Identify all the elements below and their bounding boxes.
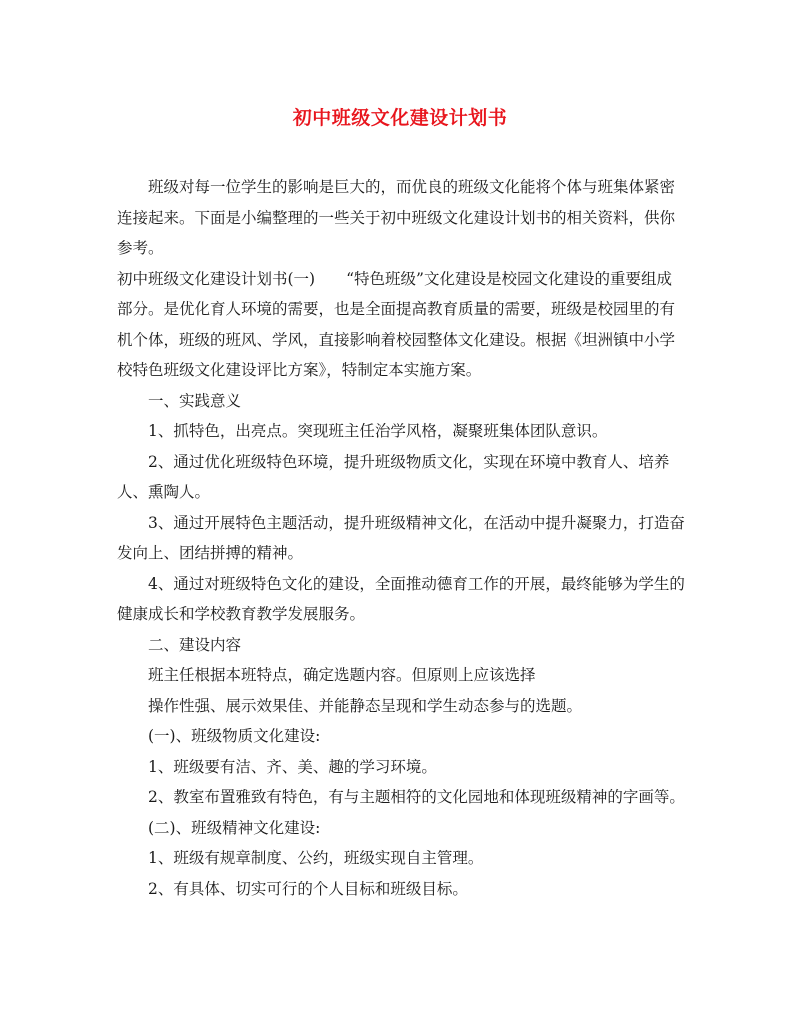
spirit-item-1: 1、班级有规章制度、公约，班级实现自主管理。: [148, 849, 484, 867]
material-item-1: 1、班级要有洁、齐、美、趣的学习环境。: [148, 757, 437, 776]
document-title: 初中班级文化建设计划书: [292, 107, 508, 129]
intro-paragraph: 班级对每一位学生的影响是巨大的，而优良的班级文化能将个体与班集体紧密连接起来。下面是小编整理的一些关于初中班级文化建设计划书的相关资料，供你参考。: [117, 178, 676, 257]
section-heading-significance: 一、实践意义: [148, 391, 242, 410]
list-item-3: 3、通过开展特色主题活动，提升班级精神文化，在活动中提升凝聚力，打造奋发向上、团结拼搏的精神。: [117, 513, 685, 562]
subsection-heading-spirit: (二)、班级精神文化建设:: [148, 818, 321, 837]
document-body: [117, 172, 685, 904]
subsection-heading-material: (一)、班级物质文化建设:: [148, 727, 321, 745]
list-item-2: 2、通过优化班级特色环境，提升班级物质文化，实现在环境中教育人、培养人、熏陶人。: [117, 452, 670, 501]
content-intro-line-2: 操作性强、展示效果佳、并能静态呈现和学生动态参与的选题。: [148, 696, 583, 715]
list-item-1: 1、抓特色，出亮点。突现班主任治学风格，凝聚班集体团队意识。: [148, 422, 608, 440]
section-heading-content: 二、建设内容: [148, 635, 242, 654]
content-intro-line-1: 班主任根据本班特点，确定选题内容。但原则上应该选择: [148, 666, 536, 684]
plan-one-paragraph: 初中班级文化建设计划书(一) “特色班级”文化建设是校园文化建设的重要组成部分。是优化育人环境的需要，也是全面提高教育质量的需要，班级是校园里的有机个体，班级的班风、学风，直接影响着校园整体文化建设。根据《坦洲镇中小学校特色班级文化建设评比方案》，特制定本实施方案。: [117, 269, 676, 379]
list-item-4: 4、通过对班级特色文化的建设，全面推动德育工作的开展，最终能够为学生的健康成长和学校教育教学发展服务。: [117, 574, 685, 623]
spirit-item-2: 2、有具体、切实可行的个人目标和班级目标。: [148, 879, 468, 898]
material-item-2: 2、教室布置雅致有特色，有与主题相符的文化园地和体现班级精神的字画等。: [148, 788, 685, 806]
